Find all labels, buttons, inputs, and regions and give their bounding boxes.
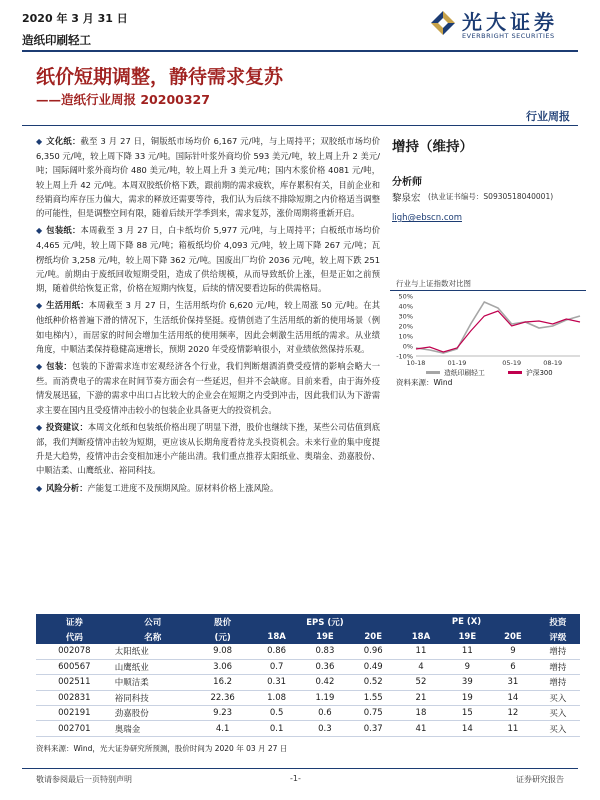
- report-title: 纸价短期调整，静待需求复苏: [36, 66, 284, 88]
- chart-title: 行业与上证指数对比图: [396, 279, 471, 288]
- table-cell: 11: [397, 644, 444, 659]
- table-cell: 41: [397, 721, 444, 736]
- company-logo: [428, 6, 578, 46]
- paragraph-label: 包装：: [46, 361, 72, 372]
- paragraph-text: 产能复工进度不及预期风险。原材料价格上涨风险。: [87, 482, 279, 493]
- table-cell: 裕同科技: [113, 690, 193, 705]
- table-cell: 002191: [36, 706, 113, 721]
- table-cell: 002831: [36, 690, 113, 705]
- table-source: 资料来源：Wind，光大证券研究所预测，股价时间为 2020 年 03 月 27 日: [36, 744, 288, 753]
- table-subheader: 评级: [536, 629, 580, 644]
- table-cell: 3.06: [193, 659, 253, 674]
- table-cell: 9: [445, 659, 491, 674]
- table-subheader: 18A: [397, 629, 444, 644]
- table-cell: 0.3: [301, 721, 349, 736]
- bullet-icon: ◆: [36, 362, 43, 372]
- paragraph-culture-paper: [36, 134, 380, 220]
- table-cell: 0.7: [252, 659, 300, 674]
- table-cell: 0.42: [301, 675, 349, 690]
- footer-disclaimer: 敬请参阅最后一页特别声明: [36, 775, 132, 784]
- table-cell: 0.37: [349, 721, 397, 736]
- table-cell: 0.1: [252, 721, 300, 736]
- table-cell: 14: [490, 690, 536, 705]
- table-row: [36, 644, 580, 659]
- bullet-icon: ◆: [36, 301, 43, 311]
- summary-column: [36, 134, 380, 499]
- table-cell: 买入: [536, 721, 580, 736]
- valuation-table: [36, 614, 580, 737]
- bullet-icon: ◆: [36, 483, 43, 493]
- analyst-heading: 分析师: [392, 177, 422, 188]
- table-cell: 600567: [36, 659, 113, 674]
- footer-report-type: 证券研究报告: [516, 775, 564, 784]
- table-row: [36, 690, 580, 705]
- table-cell: 52: [397, 675, 444, 690]
- chart-divider: [390, 290, 586, 291]
- table-cell: 4: [397, 659, 444, 674]
- table-subheader: 19E: [445, 629, 491, 644]
- report-subtitle: ——造纸行业周报 20200327: [36, 92, 210, 107]
- table-subheader: 20E: [490, 629, 536, 644]
- paragraph-packaging: [36, 359, 380, 417]
- table-cell: 14: [445, 721, 491, 736]
- investment-rating: 增持（维持）: [392, 139, 473, 155]
- paragraph-household-paper: [36, 298, 380, 356]
- table-cell: 0.52: [349, 675, 397, 690]
- table-cell: 19: [445, 690, 491, 705]
- table-cell: 中顺洁柔: [113, 675, 193, 690]
- table-cell: 21: [397, 690, 444, 705]
- table-header: 投资: [536, 614, 580, 629]
- paragraph-text: 截至 3 月 27 日，铜版纸市场均价 6,167 元/吨，与上周持平；双胶纸市场均价 6,350 元/吨，较上周下降 33 元/吨。国际针叶浆外商均价 593 美元/吨，较上周上升 2 美元/吨；国际阔叶浆外商均价 480 美元/吨，较上周上升 3 美元/吨；国内木浆价格 4081 元/吨，较上周上升 42 元/吨。本周双胶纸价格下跌，跟前期的需求疲软，库存累积有关，目前企业和经销商均库存压力偏大，需求的释放还需要等待，我们认为后续不排除短期之内价格适当调整的可能性，但是调整空间有限，随着后续开学季到来，需求复苏，涨价周期将重新开启。: [36, 136, 380, 219]
- legend-label-hs300: 沪深300: [526, 369, 553, 377]
- table-cell: 6: [490, 659, 536, 674]
- y-tick-label: -10%: [396, 352, 413, 361]
- bullet-icon: ◆: [36, 226, 43, 236]
- table-cell: 0.83: [301, 644, 349, 659]
- y-tick-label: 40%: [398, 302, 413, 311]
- paragraph-text: 本周截至 3 月 27 日，生活用纸均价 6,620 元/吨，较上周涨 50 元/吨。在其他纸种价格普遍下滑的情况下，生活纸价保持坚挺。疫情创造了生活用纸的新的使用场景（例如电梯内），而居家的时间会增加生活用纸的使用频率，因此会刺激生活用纸的需求。从业绩角度，中顺洁柔保持稳健高速增长，预期 2020 年受疫情影响很小，对业绩依然保持乐观。: [36, 300, 380, 354]
- report-date: 2020 年 3 月 31 日: [22, 12, 128, 25]
- report-type: 行业周报: [526, 110, 570, 123]
- chart-source: 资料来源：Wind: [396, 378, 453, 387]
- x-tick-label: 05-19: [502, 359, 522, 367]
- x-tick-label: 10-18: [406, 359, 426, 367]
- table-header: 公司: [113, 614, 193, 629]
- x-tick-label: 01-19: [447, 359, 467, 367]
- legend-swatch-hs300: [508, 371, 522, 374]
- series-hs300-line: [416, 311, 580, 352]
- paragraph-text: 本周截至 3 月 27 日，白卡纸均价 5,977 元/吨，与上周持平；白板纸市场均价 4,465 元/吨，较上周下降 88 元/吨；箱板纸均价 4,093 元/吨，较上周下降 267 元/吨；瓦楞纸均价 3,258 元/吨，较上周下降 362 元/吨。国废出厂均价 2036 元/吨，较上周下跌 251 元/吨。前期由于废纸回收短期受阻，造成了供给规模，从而导致纸价上涨，但是正如之前预期，随着供给恢复正常，价格在短期内恢复，后续的情况要看边际的供需格局。: [36, 225, 380, 294]
- footer-divider: [22, 768, 578, 769]
- table-cell: 9.08: [193, 644, 253, 659]
- y-tick-label: 0%: [402, 342, 413, 351]
- table-cell: 0.36: [301, 659, 349, 674]
- table-cell: 1.08: [252, 690, 300, 705]
- y-tick-label: 10%: [398, 332, 413, 341]
- table-cell: 4.1: [193, 721, 253, 736]
- x-tick-label: 08-19: [543, 359, 563, 367]
- table-cell: 31: [490, 675, 536, 690]
- table-cell: 0.75: [349, 706, 397, 721]
- table-row: [36, 675, 580, 690]
- table-subheader: 代码: [36, 629, 113, 644]
- paragraph-label: 文化纸：: [46, 136, 81, 146]
- analyst-name: 黎泉宏: [392, 193, 421, 204]
- table-cell: 15: [445, 706, 491, 721]
- table-subheader: 20E: [349, 629, 397, 644]
- table-row: [36, 706, 580, 721]
- table-cell: 增持: [536, 659, 580, 674]
- legend-swatch-industry: [426, 371, 440, 374]
- table-header: 股价: [193, 614, 253, 629]
- paragraph-packaging-paper: [36, 223, 380, 295]
- table-cell: 0.5: [252, 706, 300, 721]
- table-cell: 增持: [536, 675, 580, 690]
- table-cell: 002078: [36, 644, 113, 659]
- y-tick-label: 20%: [398, 322, 413, 331]
- table-cell: 奥瑞金: [113, 721, 193, 736]
- title-divider: [22, 125, 578, 126]
- table-cell: 1.55: [349, 690, 397, 705]
- paragraph-label: 风险分析：: [46, 482, 88, 493]
- table-cell: 39: [445, 675, 491, 690]
- table-cell: 太阳纸业: [113, 644, 193, 659]
- table-header: PE (X): [397, 614, 535, 629]
- table-row: [36, 721, 580, 736]
- table-cell: 0.49: [349, 659, 397, 674]
- paragraph-text: 包装的下游需求连市宏观经济各个行业，我们判断烟酒消费受疫情的影响会略大一些。而消费电子的需求在时间节奏方面会有一些延迟，但并不会缺席。目前来看，由于海外疫情发展迅猛，下游的需求中出口占比较大的企业会在短期之内受到冲击，因此我们认为下游需求主要在国内且受疫情冲击较小的包装企业具备更大的投资机会。: [36, 361, 380, 415]
- y-tick-label: 30%: [398, 312, 413, 321]
- table-cell: 山鹰纸业: [113, 659, 193, 674]
- industry-label: 造纸印刷轻工: [22, 33, 91, 47]
- table-subheader: 19E: [301, 629, 349, 644]
- table-cell: 12: [490, 706, 536, 721]
- table-cell: 1.19: [301, 690, 349, 705]
- table-cell: 22.36: [193, 690, 253, 705]
- paragraph-label: 包装纸：: [46, 225, 81, 236]
- table-row: [36, 659, 580, 674]
- header-divider: [22, 50, 578, 52]
- paragraph-risk-analysis: [36, 481, 380, 496]
- table-cell: 0.86: [252, 644, 300, 659]
- paragraph-text: 本周文化纸和包装纸价格出现了明显下滑，股价也继续下挫，某些公司估值到底部，我们判断疫情冲击较为短期，更应该从长期角度看待龙头投资机会。未来行业的集中度提升是大趋势，疫情冲击会变相加速小产能出清。我们重点推荐太阳纸业、奥瑞金、劲嘉股份、中顺洁柔、山鹰纸业、裕同科技。: [36, 421, 380, 476]
- table-cell: 9: [490, 644, 536, 659]
- table-subheader: 18A: [252, 629, 300, 644]
- table-cell: 劲嘉股份: [113, 706, 193, 721]
- analyst-certificate: (执业证书编号：S0930518040001): [428, 192, 554, 201]
- paragraph-label: 投资建议：: [46, 421, 88, 432]
- paragraph-investment-advice: [36, 420, 380, 478]
- table-subheader: (元): [193, 629, 253, 644]
- table-header: 证券: [36, 614, 113, 629]
- table-cell: 买入: [536, 690, 580, 705]
- paragraph-label: 生活用纸：: [46, 300, 89, 311]
- table-cell: 18: [397, 706, 444, 721]
- table-subheader: 名称: [113, 629, 193, 644]
- logo-chinese-name: 光大证券: [462, 10, 558, 34]
- table-cell: 11: [490, 721, 536, 736]
- table-header: EPS (元): [252, 614, 397, 629]
- performance-chart: [390, 278, 586, 390]
- table-cell: 002511: [36, 675, 113, 690]
- y-tick-label: 50%: [398, 292, 413, 301]
- chart-canvas: [390, 292, 586, 388]
- table-cell: 11: [445, 644, 491, 659]
- table-cell: 买入: [536, 706, 580, 721]
- table-cell: 9.23: [193, 706, 253, 721]
- bullet-icon: ◆: [36, 137, 43, 146]
- table-cell: 002701: [36, 721, 113, 736]
- everbright-logo-icon: [428, 8, 458, 38]
- logo-english-name: EVERBRIGHT SECURITIES: [462, 32, 555, 40]
- series-industry-line: [416, 302, 580, 353]
- bullet-icon: ◆: [36, 422, 43, 432]
- table-cell: 0.96: [349, 644, 397, 659]
- legend-label-industry: 造纸印刷轻工: [444, 369, 485, 377]
- table-cell: 0.6: [301, 706, 349, 721]
- table-cell: 0.31: [252, 675, 300, 690]
- table-cell: 16.2: [193, 675, 253, 690]
- table-cell: 增持: [536, 644, 580, 659]
- page-number: -1-: [290, 774, 301, 783]
- analyst-email-link[interactable]: ligh@ebscn.com: [392, 213, 462, 223]
